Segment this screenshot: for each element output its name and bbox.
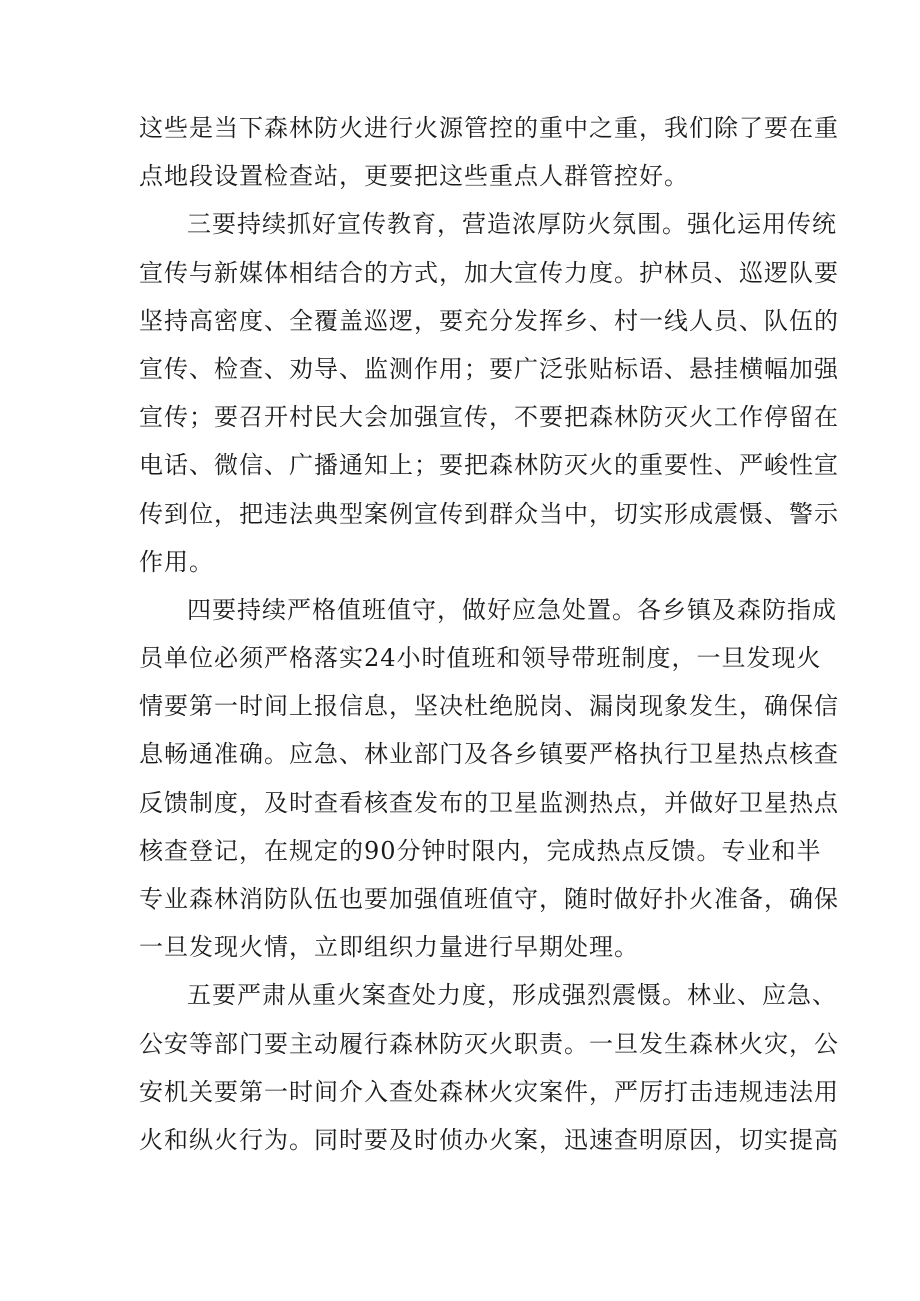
- paragraph-1: [139, 104, 839, 200]
- text-line: 坚持高密度、全覆盖巡逻，要充分发挥乡、村一线人员、队伍的: [139, 306, 839, 335]
- text-line: 反馈制度，及时查看核查发布的卫星监测热点，并做好卫星热点: [139, 788, 839, 817]
- paragraph-2: [139, 200, 839, 586]
- text-line: 三要持续抓好宣传教育，营造浓厚防火氛围。强化运用传统: [187, 210, 837, 239]
- text-line: 这些是当下森林防火进行火源管控的重中之重，我们除了要在重: [139, 114, 839, 142]
- text-line: 专业森林消防队伍也要加强值班值守，随时做好扑火准备，确保: [139, 885, 839, 913]
- paragraph-3: [139, 586, 839, 972]
- text-line: 宣传与新媒体相结合的方式，加大宣传力度。护林员、巡逻队要: [139, 258, 839, 287]
- paragraph-4: [139, 971, 839, 1164]
- text-line: 核查登记，在规定的90分钟时限内，完成热点反馈。专业和半: [139, 836, 822, 865]
- text-line: 一旦发现火情，立即组织力量进行早期处理。: [139, 933, 639, 962]
- text-line: 息畅通准确。应急、林业部门及各乡镇要严格执行卫星热点核查: [139, 740, 839, 769]
- text-line: 情要第一时间上报信息，坚决杜绝脱岗、漏岗现象发生，确保信: [139, 692, 839, 721]
- text-line: 宣传、检查、劝导、监测作用；要广泛张贴标语、悬挂横幅加强: [139, 354, 839, 383]
- text-line: 安机关要第一时间介入查处森林火灾案件，严厉打击违规违法用: [139, 1077, 839, 1106]
- text-line: 点地段设置检查站，更要把这些重点人群管控好。: [139, 162, 689, 191]
- text-line: 作用。: [139, 547, 214, 576]
- text-line: 电话、微信、广播通知上；要把森林防灭火的重要性、严峻性宣: [139, 451, 839, 480]
- text-line: 宣传；要召开村民大会加强宣传，不要把森林防灭火工作停留在: [139, 403, 839, 432]
- text-line: 五要严肃从重火案查处力度，形成强烈震慑。林业、应急、: [187, 981, 837, 1010]
- text-line: 传到位，把违法典型案例宣传到群众当中，切实形成震慑、警示: [139, 499, 839, 528]
- text-line: 四要持续严格值班值守，做好应急处置。各乡镇及森防指成: [187, 595, 837, 624]
- document-body: [139, 104, 839, 1164]
- text-line: 火和纵火行为。同时要及时侦办火案，迅速查明原因，切实提高: [139, 1125, 839, 1154]
- text-line: 公安等部门要主动履行森林防灭火职责。一旦发生森林火灾，公: [139, 1029, 839, 1058]
- text-line: 员单位必须严格落实24小时值班和领导带班制度，一旦发现火: [139, 644, 822, 673]
